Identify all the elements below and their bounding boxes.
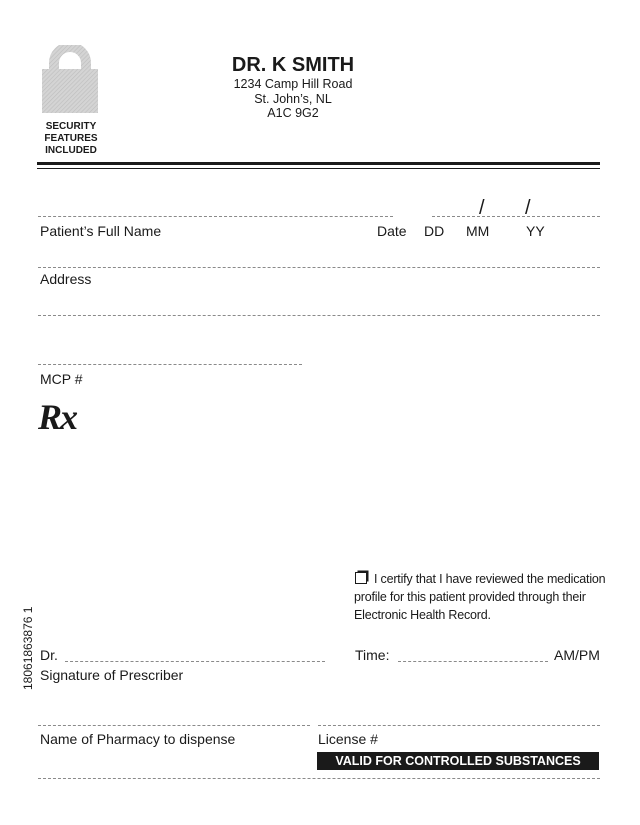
prescriber-postal-code: A1C 9G2: [267, 106, 319, 120]
rx-symbol: Rx: [38, 397, 77, 437]
mcp-label: MCP #: [40, 371, 83, 387]
signature-label: Signature of Prescriber: [40, 667, 184, 683]
mcp-line[interactable]: [38, 364, 302, 365]
date-separator: /: [525, 197, 531, 219]
date-yy-label: YY: [526, 223, 545, 239]
date-separator: /: [479, 197, 485, 219]
serial-number: 18061863876 1: [21, 606, 35, 690]
date-line[interactable]: [432, 216, 600, 217]
prescriber-address-line1: 1234 Camp Hill Road: [233, 77, 353, 91]
certification-text-line2: profile for this patient provided through their: [354, 590, 586, 604]
am-pm-label: AM/PM: [554, 647, 600, 663]
pharmacy-label: Name of Pharmacy to dispense: [40, 731, 236, 747]
address-line-1[interactable]: [38, 267, 600, 268]
security-features-label: SECURITY FEATURES INCLUDED: [44, 121, 98, 156]
bottom-line: [38, 778, 600, 779]
header-rule-thin: [37, 168, 600, 169]
address-label: Address: [40, 271, 92, 287]
patient-name-label: Patient’s Full Name: [40, 223, 162, 239]
time-label: Time:: [355, 647, 390, 663]
license-line[interactable]: [318, 725, 600, 726]
patient-name-line[interactable]: [38, 216, 393, 217]
prescriber-address-line2: St. John’s, NL: [254, 92, 332, 106]
signature-line[interactable]: [65, 661, 325, 662]
certify-checkbox[interactable]: [355, 572, 367, 584]
date-mm-label: MM: [466, 223, 490, 239]
date-label: Date: [377, 223, 407, 239]
header-rule-thick: [37, 162, 600, 165]
certification-text-line3: Electronic Health Record.: [354, 608, 491, 622]
dr-label: Dr.: [40, 647, 58, 663]
certification-text-line1: I certify that I have reviewed the medication: [374, 572, 606, 586]
lock-icon: [42, 45, 98, 113]
address-line-2[interactable]: [38, 315, 600, 316]
license-label: License #: [318, 731, 378, 747]
prescriber-name: DR. K SMITH: [231, 54, 355, 76]
date-dd-label: DD: [424, 223, 445, 239]
time-line[interactable]: [398, 661, 548, 662]
controlled-substances-banner: VALID FOR CONTROLLED SUBSTANCES: [317, 752, 599, 770]
pharmacy-line[interactable]: [38, 725, 310, 726]
